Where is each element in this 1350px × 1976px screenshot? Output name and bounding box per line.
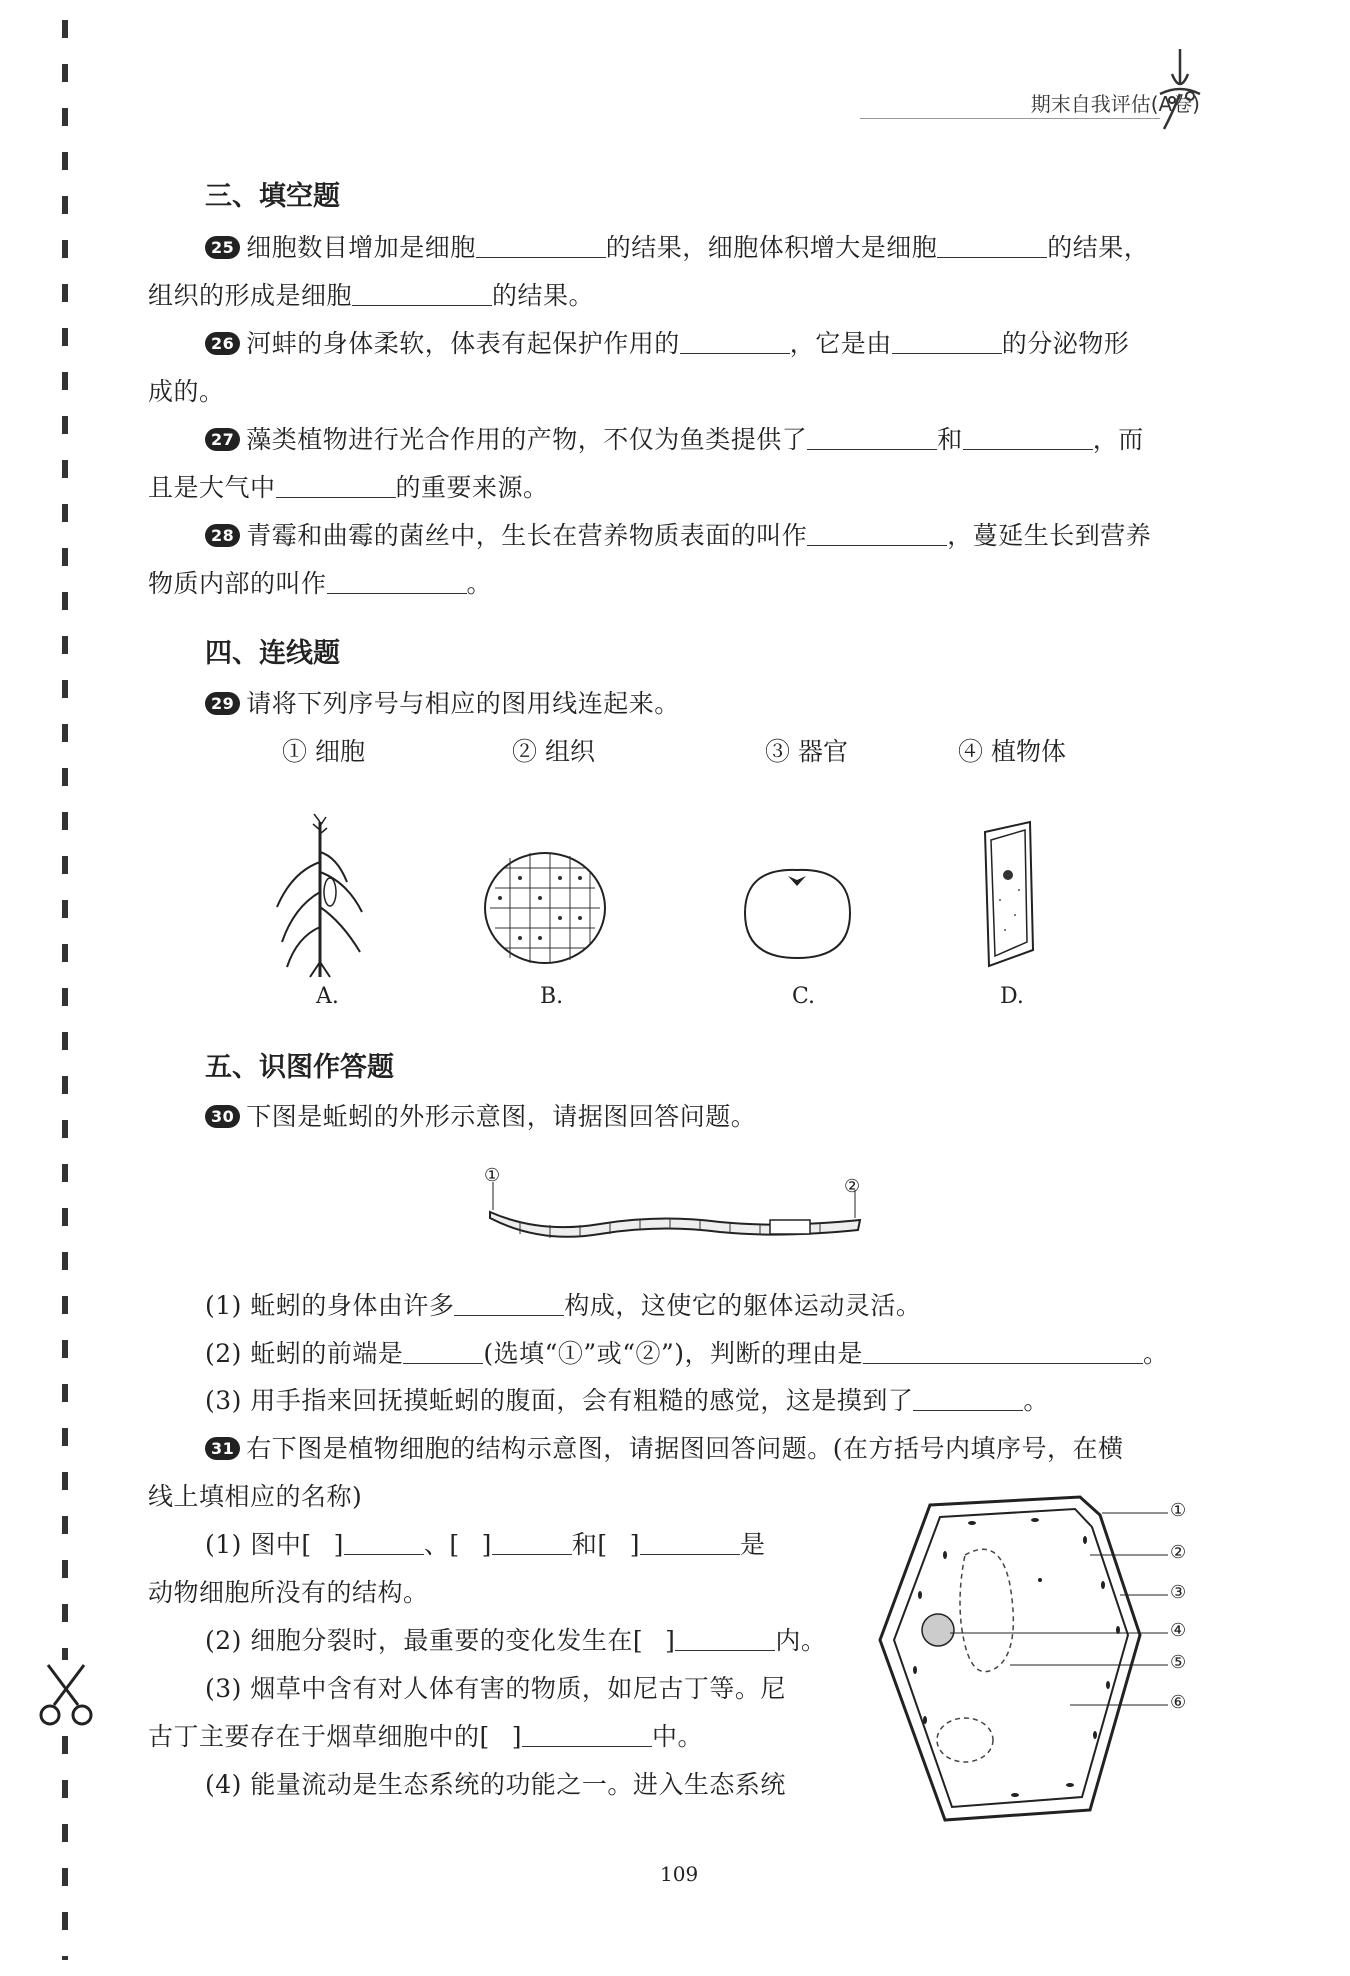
q29-number: 29 — [205, 692, 240, 715]
q27-text-b: 和 — [937, 425, 963, 454]
q27-text-c: ，而 — [1092, 425, 1144, 454]
q30-blank-4[interactable] — [913, 1390, 1023, 1411]
cell-label-5: ⑤ — [1170, 1652, 1187, 1673]
cell-label-4: ④ — [1170, 1620, 1187, 1641]
q25-blank-1[interactable] — [476, 237, 606, 258]
q31-p1-text-f: ] — [629, 1530, 640, 1559]
q31-blank-4[interactable] — [675, 1630, 775, 1651]
q31-bracket-2[interactable] — [460, 1535, 482, 1555]
cell-label-6: ⑥ — [1170, 1692, 1187, 1713]
q30-blank-1[interactable] — [454, 1295, 564, 1316]
cell-label-2: ② — [1170, 1542, 1187, 1563]
q30-line — [205, 1097, 756, 1133]
q30-p3-text-b: 。 — [1023, 1386, 1049, 1415]
q28-text-d: 。 — [466, 569, 493, 598]
q31-text-a: 右下图是植物细胞的结构示意图，请据图回答问题。(在方括号内填序号，在横 — [246, 1434, 1124, 1463]
q26-line1 — [205, 324, 1129, 360]
q27-blank-3[interactable] — [276, 477, 396, 498]
q28-line2 — [148, 564, 492, 600]
figure-label-a: A. — [316, 984, 339, 1009]
earthworm-mark-1: ① — [484, 1165, 501, 1186]
q28-text-b: ，蔓延生长到营养 — [947, 521, 1152, 550]
section-title-diagram: 五、识图作答题 — [205, 1052, 394, 1083]
q30-part2 — [205, 1334, 1169, 1370]
q30-text: 下图是蚯蚓的外形示意图，请据图回答问题。 — [246, 1102, 757, 1131]
q30-p2-text-c: 。 — [1143, 1339, 1169, 1368]
q30-p3-text-a: (3) 用手指来回抚摸蚯蚓的腹面，会有粗糙的感觉，这是摸到了 — [205, 1386, 914, 1415]
header-rule — [860, 118, 1160, 119]
q25-text-c: 的结果， — [1047, 233, 1150, 262]
q31-bracket-4[interactable] — [643, 1631, 665, 1651]
figure-label-d: D. — [1000, 984, 1024, 1009]
q27-line1 — [205, 420, 1144, 456]
earthworm-figure — [480, 1162, 870, 1252]
q31-part1 — [205, 1525, 765, 1561]
q31-p1-text-c: 、[ — [423, 1530, 460, 1559]
q28-text-a: 青霉和曲霉的菌丝中，生长在营养物质表面的叫作 — [246, 521, 808, 550]
tomato-figure[interactable] — [740, 858, 855, 963]
q30-p2-text-a: (2) 蚯蚓的前端是 — [205, 1339, 404, 1368]
q30-number: 30 — [205, 1105, 240, 1128]
cell-label-3: ③ — [1170, 1582, 1187, 1603]
q31-p2-text-a: (2) 细胞分裂时，最重要的变化发生在[ — [205, 1626, 644, 1655]
q28-line1 — [205, 516, 1151, 552]
q28-number: 28 — [205, 524, 240, 547]
q25-blank-3[interactable] — [352, 285, 492, 306]
q31-p3-text-d: 中。 — [652, 1722, 704, 1751]
q31-part4: (4) 能量流动是生态系统的功能之一。进入生态系统 — [205, 1770, 786, 1799]
q31-p1-text-g: 是 — [739, 1530, 766, 1559]
q25-text-d: 组织的形成是细胞 — [148, 281, 353, 310]
q31-part1-line2: 动物细胞所没有的结构。 — [148, 1578, 429, 1607]
page-number: 109 — [660, 1862, 699, 1886]
q29-text: 请将下列序号与相应的图用线连起来。 — [246, 689, 680, 718]
page-header: 期末自我评估(A卷) — [1030, 92, 1200, 116]
section-title-match: 四、连线题 — [205, 638, 340, 669]
q31-part3-line2 — [148, 1717, 703, 1753]
q27-blank-1[interactable] — [807, 429, 937, 450]
q29-line — [205, 684, 680, 720]
q26-blank-1[interactable] — [680, 333, 790, 354]
q30-blank-2[interactable] — [403, 1343, 483, 1364]
q31-blank-5[interactable] — [522, 1726, 652, 1747]
choice-tissue[interactable]: ② 组织 — [512, 737, 595, 766]
q31-blank-3[interactable] — [640, 1534, 740, 1555]
q26-line2: 成的。 — [148, 377, 225, 406]
q27-blank-2[interactable] — [963, 429, 1093, 450]
section-title-fill: 三、填空题 — [205, 181, 340, 212]
q30-part1 — [205, 1286, 921, 1322]
q28-text-c: 物质内部的叫作 — [148, 569, 327, 598]
q27-text-a: 藻类植物进行光合作用的产物，不仅为鱼类提供了 — [246, 425, 808, 454]
q31-part2 — [205, 1621, 826, 1657]
figure-label-c: C. — [792, 984, 816, 1009]
q27-text-d: 且是大气中 — [148, 473, 276, 502]
q31-p2-text-b: ] — [665, 1626, 676, 1655]
q31-p1-text-e: 和[ — [571, 1530, 608, 1559]
q31-p3-text-c: ] — [511, 1722, 523, 1751]
q30-blank-3[interactable] — [863, 1343, 1143, 1364]
q25-line1 — [205, 228, 1149, 264]
q25-blank-2[interactable] — [937, 237, 1047, 258]
q31-blank-1[interactable] — [344, 1534, 424, 1555]
q26-blank-2[interactable] — [892, 333, 1002, 354]
figure-label-b: B. — [540, 984, 564, 1009]
q30-part3 — [205, 1381, 1049, 1417]
q25-text-b: 的结果，细胞体积增大是细胞 — [605, 233, 938, 262]
ornament-icon — [1150, 44, 1210, 134]
plant-cell-figure[interactable] — [975, 820, 1045, 968]
q31-p1-text-d: ] — [481, 1530, 492, 1559]
choice-plant-body[interactable]: ④ 植物体 — [958, 737, 1066, 766]
q31-part3: (3) 烟草中含有对人体有害的物质，如尼古丁等。尼 — [205, 1674, 786, 1703]
choice-cell[interactable]: ① 细胞 — [282, 737, 365, 766]
q25-number: 25 — [205, 236, 240, 259]
scissors-icon — [38, 1660, 94, 1730]
q25-text-e: 的结果。 — [492, 281, 595, 310]
q31-number: 31 — [205, 1437, 240, 1460]
plant-cell-structure-diagram — [870, 1495, 1190, 1825]
q27-line2 — [148, 468, 549, 504]
q26-text-c: 的分泌物形 — [1001, 329, 1130, 358]
q27-text-e: 的重要来源。 — [395, 473, 549, 502]
earthworm-mark-2: ② — [844, 1176, 861, 1197]
q27-number: 27 — [205, 428, 240, 451]
q31-line2: 线上填相应的名称) — [148, 1482, 363, 1511]
q25-text-a: 细胞数目增加是细胞 — [246, 233, 476, 262]
q31-bracket-5[interactable] — [490, 1727, 512, 1747]
q28-blank-1[interactable] — [807, 525, 947, 546]
q31-bracket-1[interactable] — [312, 1535, 334, 1555]
q26-text-b: ，它是由 — [789, 329, 892, 358]
q30-p1-text-b: 构成，这使它的躯体运动灵活。 — [564, 1291, 922, 1320]
q28-blank-2[interactable] — [327, 573, 467, 594]
choice-organ[interactable]: ③ 器官 — [765, 737, 848, 766]
q31-p1-text-b: ] — [333, 1530, 344, 1559]
q30-p2-text-b: (选填“①”或“②”)，判断的理由是 — [483, 1339, 864, 1368]
tissue-figure[interactable] — [480, 848, 610, 968]
q31-blank-2[interactable] — [492, 1534, 572, 1555]
q26-text-a: 河蚌的身体柔软，体表有起保护作用的 — [246, 329, 680, 358]
q26-number: 26 — [205, 332, 240, 355]
cell-label-1: ① — [1170, 1500, 1187, 1521]
q30-p1-text-a: (1) 蚯蚓的身体由许多 — [205, 1291, 455, 1320]
q31-p1-text-a: (1) 图中[ — [205, 1530, 312, 1559]
q31-p2-text-c: 内。 — [775, 1626, 827, 1655]
q31-p3-text-b: 古丁主要存在于烟草细胞中的[ — [148, 1722, 490, 1751]
q31-bracket-3[interactable] — [608, 1535, 630, 1555]
q25-line2 — [148, 276, 594, 312]
q31-line1 — [205, 1429, 1124, 1465]
corn-plant-figure[interactable] — [272, 812, 367, 982]
